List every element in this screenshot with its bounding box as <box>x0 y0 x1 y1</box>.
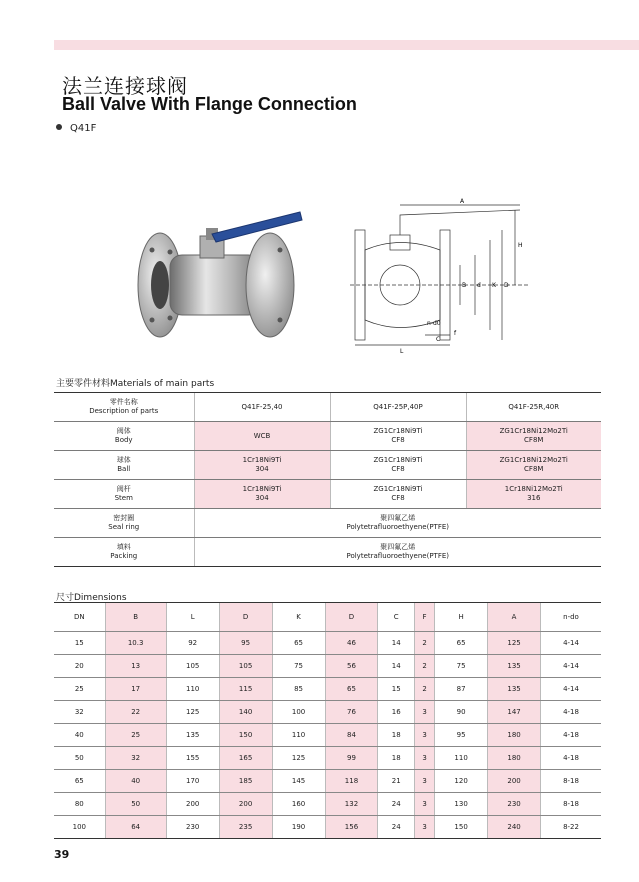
table-cell: 180 <box>488 724 541 747</box>
page-number: 39 <box>54 848 70 861</box>
table-row <box>54 655 601 678</box>
dim-label-d: d <box>477 282 481 289</box>
table-cell: 200 <box>166 793 219 816</box>
table-cell: 46 <box>325 632 378 655</box>
table-cell: 120 <box>435 770 488 793</box>
part-name: 填料 Packing <box>54 538 194 567</box>
material-cell: ZG1Cr18Ni12Mo2Ti CF8M <box>466 451 601 480</box>
table-header-row <box>54 393 601 422</box>
material-cell: 1Cr18Ni12Mo2Ti 316 <box>466 480 601 509</box>
table-cell: 2 <box>415 655 435 678</box>
materials-table <box>54 392 601 567</box>
table-cell: 105 <box>219 655 272 678</box>
table-cell: 3 <box>415 793 435 816</box>
table-cell: 4-14 <box>541 632 601 655</box>
table-cell: 3 <box>415 770 435 793</box>
table-cell: 185 <box>219 770 272 793</box>
table-cell: 2 <box>415 632 435 655</box>
table-cell: 25 <box>105 724 166 747</box>
material-cell: 1Cr18Ni9Ti 304 <box>194 451 330 480</box>
table-cell: 115 <box>219 678 272 701</box>
dim-label-f: f <box>454 330 457 337</box>
dim-label-ndo: n-d0 <box>427 320 441 327</box>
table-cell: 8-18 <box>541 793 601 816</box>
table-row <box>54 793 601 816</box>
table-cell: 21 <box>378 770 415 793</box>
table-cell: 155 <box>166 747 219 770</box>
part-name: 阀体 Body <box>54 422 194 451</box>
table-cell: 170 <box>166 770 219 793</box>
dim-label-B: B <box>462 282 467 289</box>
table-cell: 16 <box>378 701 415 724</box>
table-cell: 22 <box>105 701 166 724</box>
table-header-cell: C <box>378 603 415 632</box>
table-cell: 105 <box>166 655 219 678</box>
dim-label-L: L <box>400 348 404 355</box>
table-cell: 110 <box>435 747 488 770</box>
table-cell: 40 <box>54 724 105 747</box>
model-code: Q41F <box>70 123 97 134</box>
table-row <box>54 422 601 451</box>
table-cell: 125 <box>488 632 541 655</box>
material-cell: ZG1Cr18Ni9Ti CF8 <box>330 451 466 480</box>
table-cell: 3 <box>415 701 435 724</box>
table-cell: 150 <box>435 816 488 839</box>
material-cell-span: 聚四氟乙烯 Polytetrafluoroethyene(PTFE) <box>194 509 601 538</box>
table-header-cell: 零件名称 Description of parts <box>54 393 194 422</box>
table-row <box>54 747 601 770</box>
table-cell: 145 <box>272 770 325 793</box>
header-band <box>54 40 639 50</box>
table-cell: 8-18 <box>541 770 601 793</box>
valve-technical-drawing <box>340 195 540 355</box>
table-cell: 32 <box>54 701 105 724</box>
table-header-cell: Q41F-25R,40R <box>466 393 601 422</box>
table-header-row <box>54 603 601 632</box>
table-header-cell: H <box>435 603 488 632</box>
table-cell: 3 <box>415 816 435 839</box>
table-cell: 2 <box>415 678 435 701</box>
table-cell: 64 <box>105 816 166 839</box>
table-cell: 4-18 <box>541 724 601 747</box>
table-cell: 85 <box>272 678 325 701</box>
material-cell: ZG1Cr18Ni9Ti CF8 <box>330 480 466 509</box>
dim-label-H: H <box>518 242 523 249</box>
table-cell: 190 <box>272 816 325 839</box>
table-cell: 65 <box>325 678 378 701</box>
table-cell: 17 <box>105 678 166 701</box>
table-row <box>54 816 601 839</box>
table-row <box>54 678 601 701</box>
table-cell: 75 <box>272 655 325 678</box>
table-header-cell: Q41F-25,40 <box>194 393 330 422</box>
table-header-cell: A <box>488 603 541 632</box>
table-cell: 235 <box>219 816 272 839</box>
table-header-cell: K <box>272 603 325 632</box>
table-cell: 4-18 <box>541 701 601 724</box>
table-cell: 75 <box>435 655 488 678</box>
table-cell: 95 <box>219 632 272 655</box>
table-cell: 100 <box>54 816 105 839</box>
material-cell: 1Cr18Ni9Ti 304 <box>194 480 330 509</box>
table-row <box>54 724 601 747</box>
dim-label-C: C <box>436 336 441 343</box>
table-header-cell: DN <box>54 603 105 632</box>
table-header-cell: n-do <box>541 603 601 632</box>
table-cell: 25 <box>54 678 105 701</box>
table-cell: 100 <box>272 701 325 724</box>
table-cell: 90 <box>435 701 488 724</box>
table-cell: 10.3 <box>105 632 166 655</box>
table-cell: 95 <box>435 724 488 747</box>
table-cell: 147 <box>488 701 541 724</box>
table-cell: 15 <box>54 632 105 655</box>
title-chinese: 法兰连接球阀 <box>62 74 188 98</box>
table-row <box>54 451 601 480</box>
materials-section-title: 主要零件材料Materials of main parts <box>56 379 215 389</box>
table-cell: 240 <box>488 816 541 839</box>
material-cell: WCB <box>194 422 330 451</box>
table-cell: 18 <box>378 747 415 770</box>
table-cell: 110 <box>166 678 219 701</box>
table-cell: 32 <box>105 747 166 770</box>
table-cell: 13 <box>105 655 166 678</box>
table-cell: 65 <box>54 770 105 793</box>
table-cell: 150 <box>219 724 272 747</box>
table-cell: 80 <box>54 793 105 816</box>
table-cell: 110 <box>272 724 325 747</box>
table-header-cell: Q41F-25P,40P <box>330 393 466 422</box>
table-cell: 3 <box>415 724 435 747</box>
table-cell: 200 <box>219 793 272 816</box>
table-cell: 230 <box>166 816 219 839</box>
table-cell: 165 <box>219 747 272 770</box>
table-cell: 40 <box>105 770 166 793</box>
part-name: 阀杆 Stem <box>54 480 194 509</box>
table-header-cell: B <box>105 603 166 632</box>
table-cell: 140 <box>219 701 272 724</box>
table-cell: 200 <box>488 770 541 793</box>
table-header-cell: D <box>219 603 272 632</box>
bullet-icon <box>56 124 62 130</box>
part-name: 球体 Ball <box>54 451 194 480</box>
table-cell: 4-18 <box>541 747 601 770</box>
table-cell: 65 <box>272 632 325 655</box>
table-header-cell: L <box>166 603 219 632</box>
table-cell: 50 <box>54 747 105 770</box>
table-cell: 135 <box>488 655 541 678</box>
model-label <box>56 123 96 134</box>
table-cell: 50 <box>105 793 166 816</box>
table-cell: 8-22 <box>541 816 601 839</box>
dim-label-A: A <box>460 198 465 205</box>
table-row <box>54 770 601 793</box>
table-cell: 180 <box>488 747 541 770</box>
table-cell: 24 <box>378 793 415 816</box>
table-cell: 99 <box>325 747 378 770</box>
dim-label-D: D <box>504 282 509 289</box>
table-cell: 24 <box>378 816 415 839</box>
table-cell: 118 <box>325 770 378 793</box>
table-cell: 14 <box>378 655 415 678</box>
dimensions-table <box>54 602 601 839</box>
table-cell: 125 <box>272 747 325 770</box>
table-cell: 156 <box>325 816 378 839</box>
material-cell-span: 聚四氟乙烯 Polytetrafluoroethyene(PTFE) <box>194 538 601 567</box>
table-cell: 230 <box>488 793 541 816</box>
valve-photo <box>130 200 310 350</box>
table-row <box>54 509 601 538</box>
table-row <box>54 701 601 724</box>
table-cell: 135 <box>166 724 219 747</box>
table-cell: 14 <box>378 632 415 655</box>
material-cell: ZG1Cr18Ni9Ti CF8 <box>330 422 466 451</box>
part-name: 密封圈 Seal ring <box>54 509 194 538</box>
table-row <box>54 538 601 567</box>
table-cell: 3 <box>415 747 435 770</box>
table-cell: 87 <box>435 678 488 701</box>
dimensions-section-title: 尺寸Dimensions <box>56 593 127 603</box>
table-cell: 92 <box>166 632 219 655</box>
table-row <box>54 632 601 655</box>
table-cell: 160 <box>272 793 325 816</box>
material-cell: ZG1Cr18Ni12Mo2Ti CF8M <box>466 422 601 451</box>
table-cell: 125 <box>166 701 219 724</box>
table-row <box>54 480 601 509</box>
title-english: Ball Valve With Flange Connection <box>62 94 357 114</box>
table-cell: 4-14 <box>541 678 601 701</box>
table-cell: 76 <box>325 701 378 724</box>
table-cell: 84 <box>325 724 378 747</box>
table-cell: 56 <box>325 655 378 678</box>
dim-label-K: K <box>492 282 496 289</box>
table-cell: 20 <box>54 655 105 678</box>
table-cell: 130 <box>435 793 488 816</box>
table-cell: 65 <box>435 632 488 655</box>
table-cell: 18 <box>378 724 415 747</box>
table-cell: 135 <box>488 678 541 701</box>
table-header-cell: F <box>415 603 435 632</box>
table-cell: 132 <box>325 793 378 816</box>
table-cell: 4-14 <box>541 655 601 678</box>
table-cell: 15 <box>378 678 415 701</box>
table-header-cell: D <box>325 603 378 632</box>
